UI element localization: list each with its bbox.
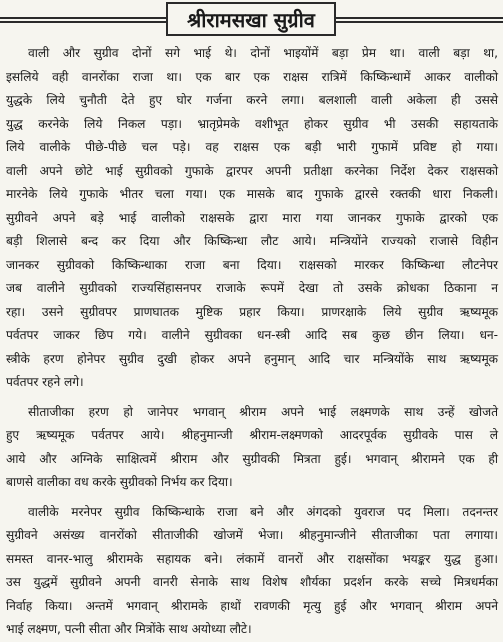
text-line: भाई लक्ष्मण, पत्नी सीता और मित्रोंके साथ अयोध्या लौटे। — [6, 622, 252, 636]
paragraph — [6, 401, 498, 495]
text-line: हुए ऋष्यमूक पर्वतपर आये। श्रीहनुमान्जी श्रीराम-लक्ष्मणको आदरपूर्वक सुग्रीवके पास ले — [6, 428, 498, 442]
text-line: मारनेके लिये गुफाके भीतर चला गया। एक मासके बाद गुफाके द्वारसे रक्तकी धारा निकली। — [6, 187, 498, 201]
text-line: वालीके मरनेपर सुग्रीव किष्किन्धाके राजा बने और अंगदको युवराज पद मिला। तदनन्तर — [28, 504, 498, 519]
paragraph — [6, 42, 498, 395]
text-line: जानकर सुग्रीवको किष्किन्धाका राजा बना दिया। राक्षसको मारकर किष्किन्धा लौटनेपर — [6, 257, 498, 272]
article-body — [6, 42, 498, 642]
text-line: युद्धके लिये चुनौती देते हुए घोर गर्जना करने लगा। बलशाली वाली अकेला ही उससे — [6, 93, 498, 107]
text-line: स्त्रीके हरण होनेपर सुग्रीव दुखी होकर अपने हनुमान् आदि चार मन्त्रियोंके साथ ऋष्यमूक — [6, 351, 498, 366]
text-line: निर्वाह किया। अन्तमें भगवान् श्रीरामके हाथों रावणकी मृत्यु हुई और भगवान् श्रीराम अपने — [6, 598, 498, 613]
text-line: उस युद्धमें सुग्रीवने अपनी वानरी सेनाके साथ विशेष शौर्यका प्रदर्शन करके सच्चे मित्रधर्मका — [6, 575, 498, 589]
text-line: जब वालीने सुग्रीवको राज्यसिंहासनपर राजाके रूपमें देखा तो उसके क्रोधका ठिकाना न — [6, 281, 498, 295]
text-line: सुग्रीवने असंख्य वानरोंको सीताजीकी खोजमें भेजा। श्रीहनुमान्जीने सीताजीका पता लगाया। — [6, 528, 498, 542]
paragraph — [6, 501, 498, 642]
text-line: बाणसे वालीका वध करके सुग्रीवको निर्भय कर दिया। — [6, 475, 233, 489]
text-line: पर्वतपर रहने लगे। — [6, 375, 84, 389]
text-line: पर्वतपर जाकर छिप गये। वालीने सुग्रीवका धन-स्त्री आदि सब कुछ छीन लिया। धन- — [6, 328, 498, 342]
text-line: समस्त वानर-भालु श्रीरामके सहायक बने। लंकामें वानरों और राक्षसोंका भयङ्कर युद्ध हुआ। — [6, 551, 498, 566]
text-line: आये और अग्निके साक्षित्वमें श्रीराम और सुग्रीवकी मित्रता हुई। भगवान् श्रीरामने एक ही — [6, 451, 498, 466]
text-line: इसलिये वही वानरोंका राजा था। एक बार एक राक्षस रात्रिमें किष्किन्धामें आकर वालीको — [6, 69, 498, 84]
text-line: सुग्रीवने अपने बड़े भाई वालीको राक्षसके द्वारा मारा गया जानकर गुफाके द्वारको एक — [6, 210, 498, 225]
title-box — [166, 2, 336, 36]
text-line: वाली अपने छोटे भाई सुग्रीवको गुफाके द्वारपर अपनी प्रतीक्षा करनेका निर्देश देकर राक्षसको — [6, 163, 498, 178]
text-line: लिये वालीके पीछे-पीछे चल पड़े। वह राक्षस एक बड़ी भारी गुफामें प्रविष्ट हो गया। — [6, 140, 498, 154]
text-line: सीताजीका हरण हो जानेपर भगवान् श्रीराम अपने भाई लक्ष्मणके साथ उन्हें खोजते — [28, 404, 498, 419]
text-line: बड़ी शिलासे बन्द कर दिया और किष्किन्धा लौट आये। मन्त्रियोंने राज्यको राजासे विहीन — [6, 234, 498, 248]
text-line: वाली और सुग्रीव दोनों सगे भाई थे। दोनों भाइयोंमें बड़ा प्रेम था। वाली बड़ा था, — [28, 46, 498, 60]
page-title: श्रीरामसखा सुग्रीव — [187, 7, 315, 32]
title-bar — [0, 0, 503, 40]
text-line: रहा। उसने सुग्रीवपर प्राणघातक मुष्टिक प्रहार किया। प्राणरक्षाके लिये सुग्रीव ऋष्यमूक — [6, 304, 498, 319]
text-line: युद्ध करनेके लिये निकल पड़ा। भ्रातृप्रेमके वशीभूत होकर सुग्रीव भी उसकी सहायताके — [6, 116, 498, 131]
